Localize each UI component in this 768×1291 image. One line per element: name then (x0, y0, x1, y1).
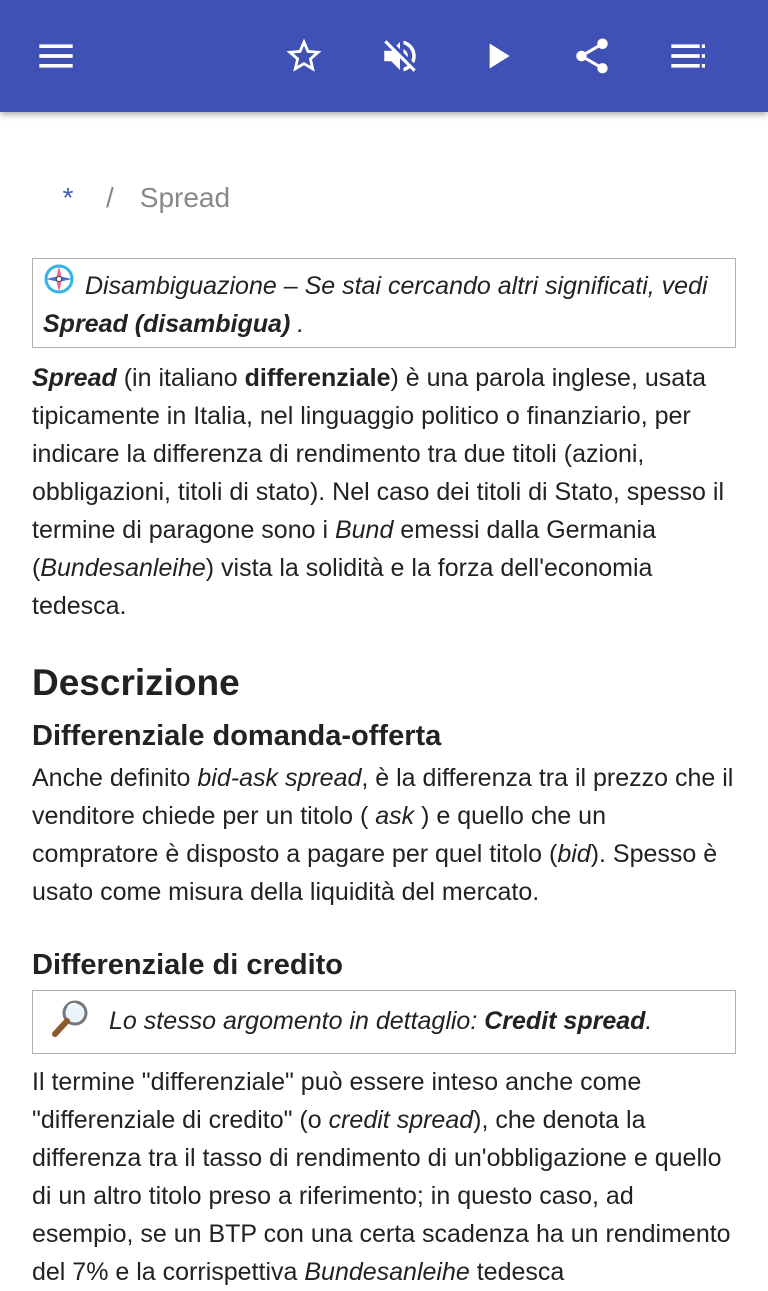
bidask-text-3: ) e quello che un compratore è disposto a pagare per quel titolo ( (32, 802, 606, 868)
bidask-text-1: Anche definito (32, 764, 198, 792)
bidask-italic-3: bid (557, 840, 591, 868)
play-icon (478, 36, 518, 76)
see-also-text: Lo stesso argomento in dettaglio: (109, 1007, 485, 1035)
intro-text-2: ) è una parola inglese, usata tipicamente in Italia, nel linguaggio politico o finanziario, per indicare la differenza di rendimento tra due titoli (azioni, obbligazioni, titoli di stato). Nel caso dei titoli di Stato, spesso il termine di paragone sono i (32, 364, 725, 544)
breadcrumb-home-link[interactable]: * (62, 182, 74, 213)
see-also-link[interactable]: Credit spread (484, 1007, 646, 1035)
playlist-icon (668, 36, 708, 76)
mute-button[interactable] (368, 24, 432, 88)
intro-bund: Bund (334, 516, 394, 544)
star-icon (283, 35, 325, 77)
see-also-notice (32, 990, 736, 1054)
credit-text-1: Il termine "differenziale" può essere inteso anche come "differenziale di credito" (o (32, 1068, 642, 1134)
bidask-italic-2: ask (375, 802, 415, 830)
heading-bid-ask: Differenziale domanda-offerta (32, 720, 442, 752)
bookmark-button[interactable] (272, 24, 336, 88)
contents-button[interactable] (656, 24, 720, 88)
share-button[interactable] (560, 24, 624, 88)
intro-text-4: ) vista la solidità e la forza dell'economia tedesca. (32, 554, 653, 620)
intro-term: Spread (32, 364, 117, 392)
bidask-italic-1: bid-ask spread (197, 764, 362, 792)
magnifier-icon (49, 997, 93, 1041)
share-icon (571, 35, 613, 77)
see-also-end: . (645, 1007, 653, 1035)
menu-icon (36, 36, 76, 76)
credit-italic-1: credit spread (328, 1106, 474, 1134)
credit-text-3: tedesca (469, 1258, 565, 1286)
intro-bold-term: differenziale (244, 364, 391, 392)
bid-ask-paragraph (32, 759, 736, 911)
breadcrumb-separator: / (106, 182, 114, 213)
intro-text-3: emessi dalla Germania ( (32, 516, 656, 582)
bidask-text-4: ). Spesso è usato come misura della liquidità del mercato. (32, 840, 718, 906)
app-toolbar (0, 0, 768, 112)
play-button[interactable] (466, 24, 530, 88)
bidask-text-2: , è la differenza tra il prezzo che il venditore chiede per un titolo ( (32, 764, 734, 830)
intro-bundesanleihe: Bundesanleihe (40, 554, 206, 582)
disambiguation-notice (32, 258, 736, 348)
heading-descrizione: Descrizione (32, 662, 240, 703)
disambiguation-link[interactable]: Spread (disambigua) (43, 310, 291, 338)
credit-paragraph (32, 1063, 736, 1291)
credit-text-2: ), che denota la differenza tra il tasso di rendimento di un'obbligazione e quello di un altro titolo preso a riferimento; in questo caso, ad esempio, se un BTP con una certa scadenza ha un rendimento del 7% e la corrispettiva (32, 1106, 731, 1286)
credit-italic-2: Bundesanleihe (304, 1258, 470, 1286)
volume-off-icon (379, 35, 421, 77)
breadcrumb-current: Spread (139, 182, 231, 213)
heading-credit: Differenziale di credito (32, 949, 344, 981)
intro-paragraph (32, 359, 736, 625)
disambiguation-end: . (290, 310, 305, 338)
disambiguation-text: Disambiguazione – Se stai cercando altri significati, vedi (85, 272, 708, 300)
breadcrumb (56, 182, 230, 214)
menu-button[interactable] (24, 24, 88, 88)
intro-text-1: (in italiano (116, 364, 245, 392)
